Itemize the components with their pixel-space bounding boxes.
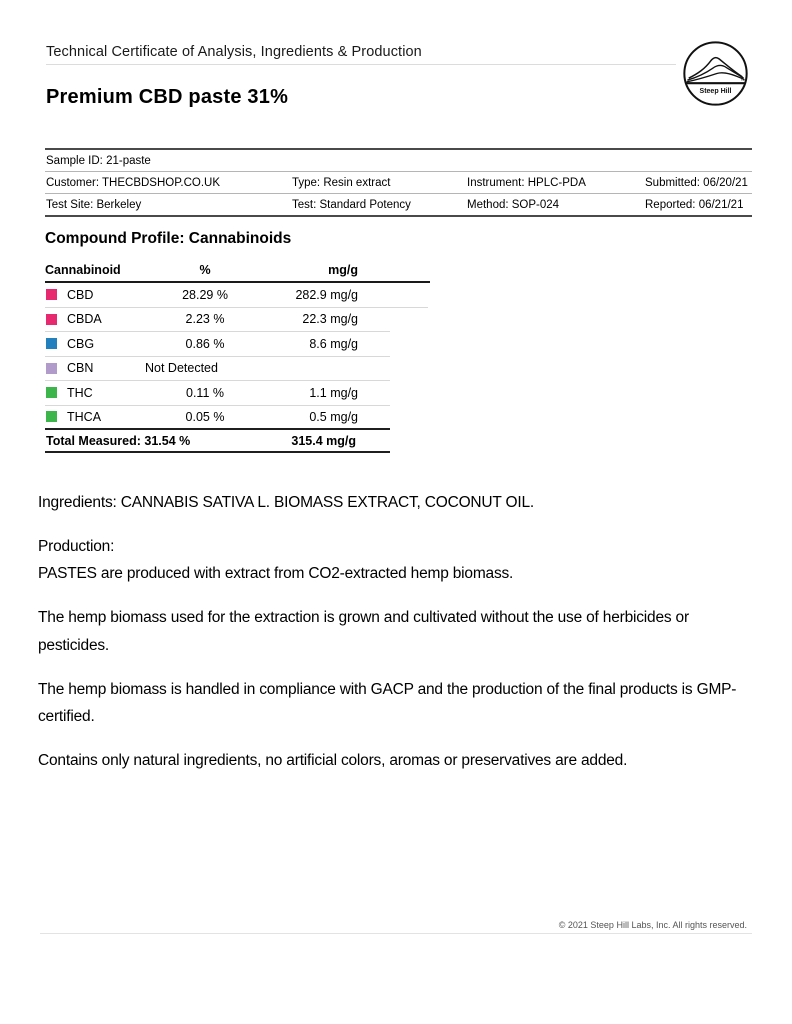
compound-mgg: 282.9 mg/g	[295, 287, 358, 302]
compound-row-cbd	[45, 283, 428, 308]
footer-divider	[40, 933, 752, 934]
compound-pct: 0.86 %	[185, 336, 225, 351]
compound-row-cbg	[45, 332, 390, 357]
compound-name: CBG	[67, 336, 95, 351]
compound-mgg: 22.3 mg/g	[302, 312, 358, 327]
compound-row-thca	[45, 406, 390, 431]
total-measured-label: Total Measured: 31.54 %	[46, 433, 191, 448]
compound-name: CBN	[67, 361, 94, 376]
compound-pct: Not Detected	[145, 361, 218, 376]
cbn-color-swatch	[46, 363, 57, 374]
cannabinoid-table-header	[45, 258, 430, 283]
compound-row-thc	[45, 381, 390, 406]
reported-cell: Reported: 06/21/21	[645, 198, 744, 211]
col-header-pct: %	[199, 262, 211, 277]
cbda-color-swatch	[46, 314, 57, 325]
logo-wordmark: Steep Hill	[699, 87, 732, 95]
compound-pct: 0.05 %	[185, 409, 225, 424]
cannabinoid-table	[45, 258, 430, 453]
compound-mgg: 1.1 mg/g	[309, 385, 358, 400]
copyright-text: © 2021 Steep Hill Labs, Inc. All rights reserved.	[558, 920, 747, 930]
compound-pct: 2.23 %	[185, 312, 225, 327]
col-header-cannabinoid: Cannabinoid	[45, 262, 121, 277]
logo-tm: TM	[740, 79, 745, 83]
ingredients-paragraph: Ingredients: CANNABIS SATIVA L. BIOMASS EXTRACT, COCONUT OIL.	[38, 494, 535, 511]
compound-name: CBDA	[67, 312, 102, 327]
compound-name: THC	[67, 385, 93, 400]
compound-pct: 0.11 %	[186, 385, 224, 400]
cbd-color-swatch	[46, 289, 57, 300]
cbg-color-swatch	[46, 338, 57, 349]
compliance-paragraph: The hemp biomass is handled in compliance with GACP and the production of the final products is GMP-certified.	[38, 680, 737, 725]
compound-row-cbn	[45, 357, 390, 382]
compound-name: THCA	[67, 409, 102, 424]
test-site-cell: Test Site: Berkeley	[46, 198, 142, 211]
customer-cell: Customer: THECBDSHOP.CO.UK	[46, 176, 221, 189]
cultivation-paragraph: The hemp biomass used for the extraction is grown and cultivated without the use of herbicides or pesticides.	[38, 609, 689, 654]
body-text-section	[38, 489, 753, 791]
method-cell: Method: SOP-024	[467, 198, 560, 211]
steep-hill-logo	[682, 40, 749, 107]
compound-profile-section	[45, 230, 430, 453]
sample-info-row	[45, 172, 752, 194]
sample-id-cell: Sample ID: 21-paste	[46, 154, 151, 167]
product-title: Premium CBD paste 31%	[46, 86, 289, 108]
type-cell: Type: Resin extract	[292, 176, 391, 189]
header-divider	[46, 64, 676, 65]
total-measured-mgg: 315.4 mg/g	[291, 433, 356, 448]
mountain-ridge-2	[687, 66, 743, 81]
sample-info-row	[45, 194, 752, 215]
compound-pct: 28.29 %	[182, 287, 228, 302]
compound-mgg: 8.6 mg/g	[309, 336, 358, 351]
compound-name: CBD	[67, 287, 94, 302]
doc-type-title: Technical Certificate of Analysis, Ingredients & Production	[46, 44, 422, 60]
col-header-mgg: mg/g	[328, 262, 358, 277]
sample-info-row	[45, 150, 752, 172]
sample-info-table	[45, 148, 752, 217]
compound-profile-title: Compound Profile: Cannabinoids	[45, 230, 292, 247]
thca-color-swatch	[46, 411, 57, 422]
compound-mgg: 0.5 mg/g	[309, 409, 358, 424]
natural-ingredients-paragraph: Contains only natural ingredients, no artificial colors, aromas or preservatives are added.	[38, 751, 628, 769]
compound-row-cbda	[45, 308, 390, 333]
thc-color-swatch	[46, 387, 57, 398]
submitted-cell: Submitted: 06/20/21	[645, 176, 748, 189]
production-paragraph: Production: PASTES are produced with extract from CO2-extracted hemp biomass.	[38, 538, 514, 583]
instrument-cell: Instrument: HPLC-PDA	[467, 176, 586, 189]
test-cell: Test: Standard Potency	[292, 198, 411, 211]
total-measured-row	[45, 430, 390, 453]
